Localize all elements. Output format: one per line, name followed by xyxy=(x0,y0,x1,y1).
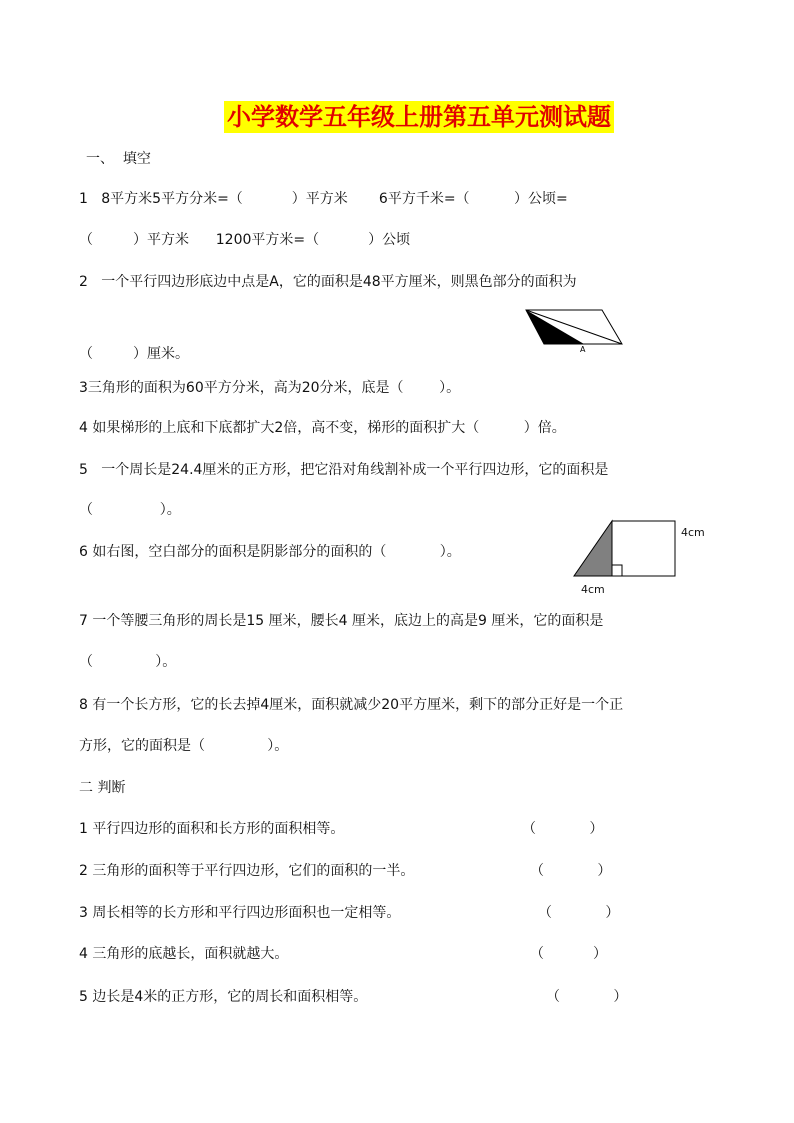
judge-item-2: 2 三角形的面积等于平行四边形，它们的面积的一半。 xyxy=(79,863,415,879)
judge-item-4: 4 三角形的底越长，面积就越大。 xyxy=(79,946,289,962)
question-1-line-1: 1 8平方米5平方分米=（ ）平方米 6平方千米=（ ）公顷= xyxy=(79,191,568,207)
judge-item-3: 3 周长相等的长方形和平行四边形面积也一定相等。 xyxy=(79,905,401,921)
question-4: 4 如果梯形的上底和下底都扩大2倍，高不变，梯形的面积扩大（ ）倍。 xyxy=(79,420,566,436)
judge-answer-1: （ ） xyxy=(522,821,604,837)
question-2-line-2: （ ）厘米。 xyxy=(79,346,190,362)
section-heading-fill: 一、 填空 xyxy=(86,151,151,167)
judge-answer-2: （ ） xyxy=(530,863,612,879)
section-heading-judge: 二 判断 xyxy=(79,780,126,796)
page-title: 小学数学五年级上册第五单元测试题 xyxy=(224,101,614,133)
judge-answer-5: （ ） xyxy=(546,989,628,1005)
question-8-line-2: 方形，它的面积是（ ）。 xyxy=(79,738,289,754)
question-6: 6 如右图，空白部分的面积是阴影部分的面积的（ ）。 xyxy=(79,544,461,560)
point-a-label: A xyxy=(580,345,586,354)
question-5-line-2: （ ）。 xyxy=(79,502,181,518)
base-length-label: 4cm xyxy=(581,583,605,596)
question-7-line-2: （ ）。 xyxy=(79,654,177,670)
square-triangle-figure xyxy=(570,518,680,580)
question-7-line-1: 7 一个等腰三角形的周长是15 厘米，腰长4 厘米，底边上的高是9 厘米，它的面积是 xyxy=(79,613,604,629)
question-5-line-1: 5 一个周长是24.4厘米的正方形，把它沿对角线割补成一个平行四边形，它的面积是 xyxy=(79,462,609,478)
question-1-line-2: （ ）平方米 1200平方米=（ ）公顷 xyxy=(79,232,411,248)
judge-answer-4: （ ） xyxy=(530,946,607,962)
question-8-line-1: 8 有一个长方形，它的长去掉4厘米，面积就减少20平方厘米，剩下的部分正好是一个正 xyxy=(79,697,624,713)
judge-item-1: 1 平行四边形的面积和长方形的面积相等。 xyxy=(79,821,345,837)
judge-item-5: 5 边长是4米的正方形，它的周长和面积相等。 xyxy=(79,989,368,1005)
parallelogram-figure xyxy=(520,304,630,354)
judge-answer-3: （ ） xyxy=(538,905,620,921)
side-length-label: 4cm xyxy=(681,526,705,539)
question-3: 3三角形的面积为60平方分米，高为20分米，底是（ ）。 xyxy=(79,380,461,396)
question-2-line-1: 2 一个平行四边形底边中点是A，它的面积是48平方厘米，则黑色部分的面积为 xyxy=(79,274,577,290)
